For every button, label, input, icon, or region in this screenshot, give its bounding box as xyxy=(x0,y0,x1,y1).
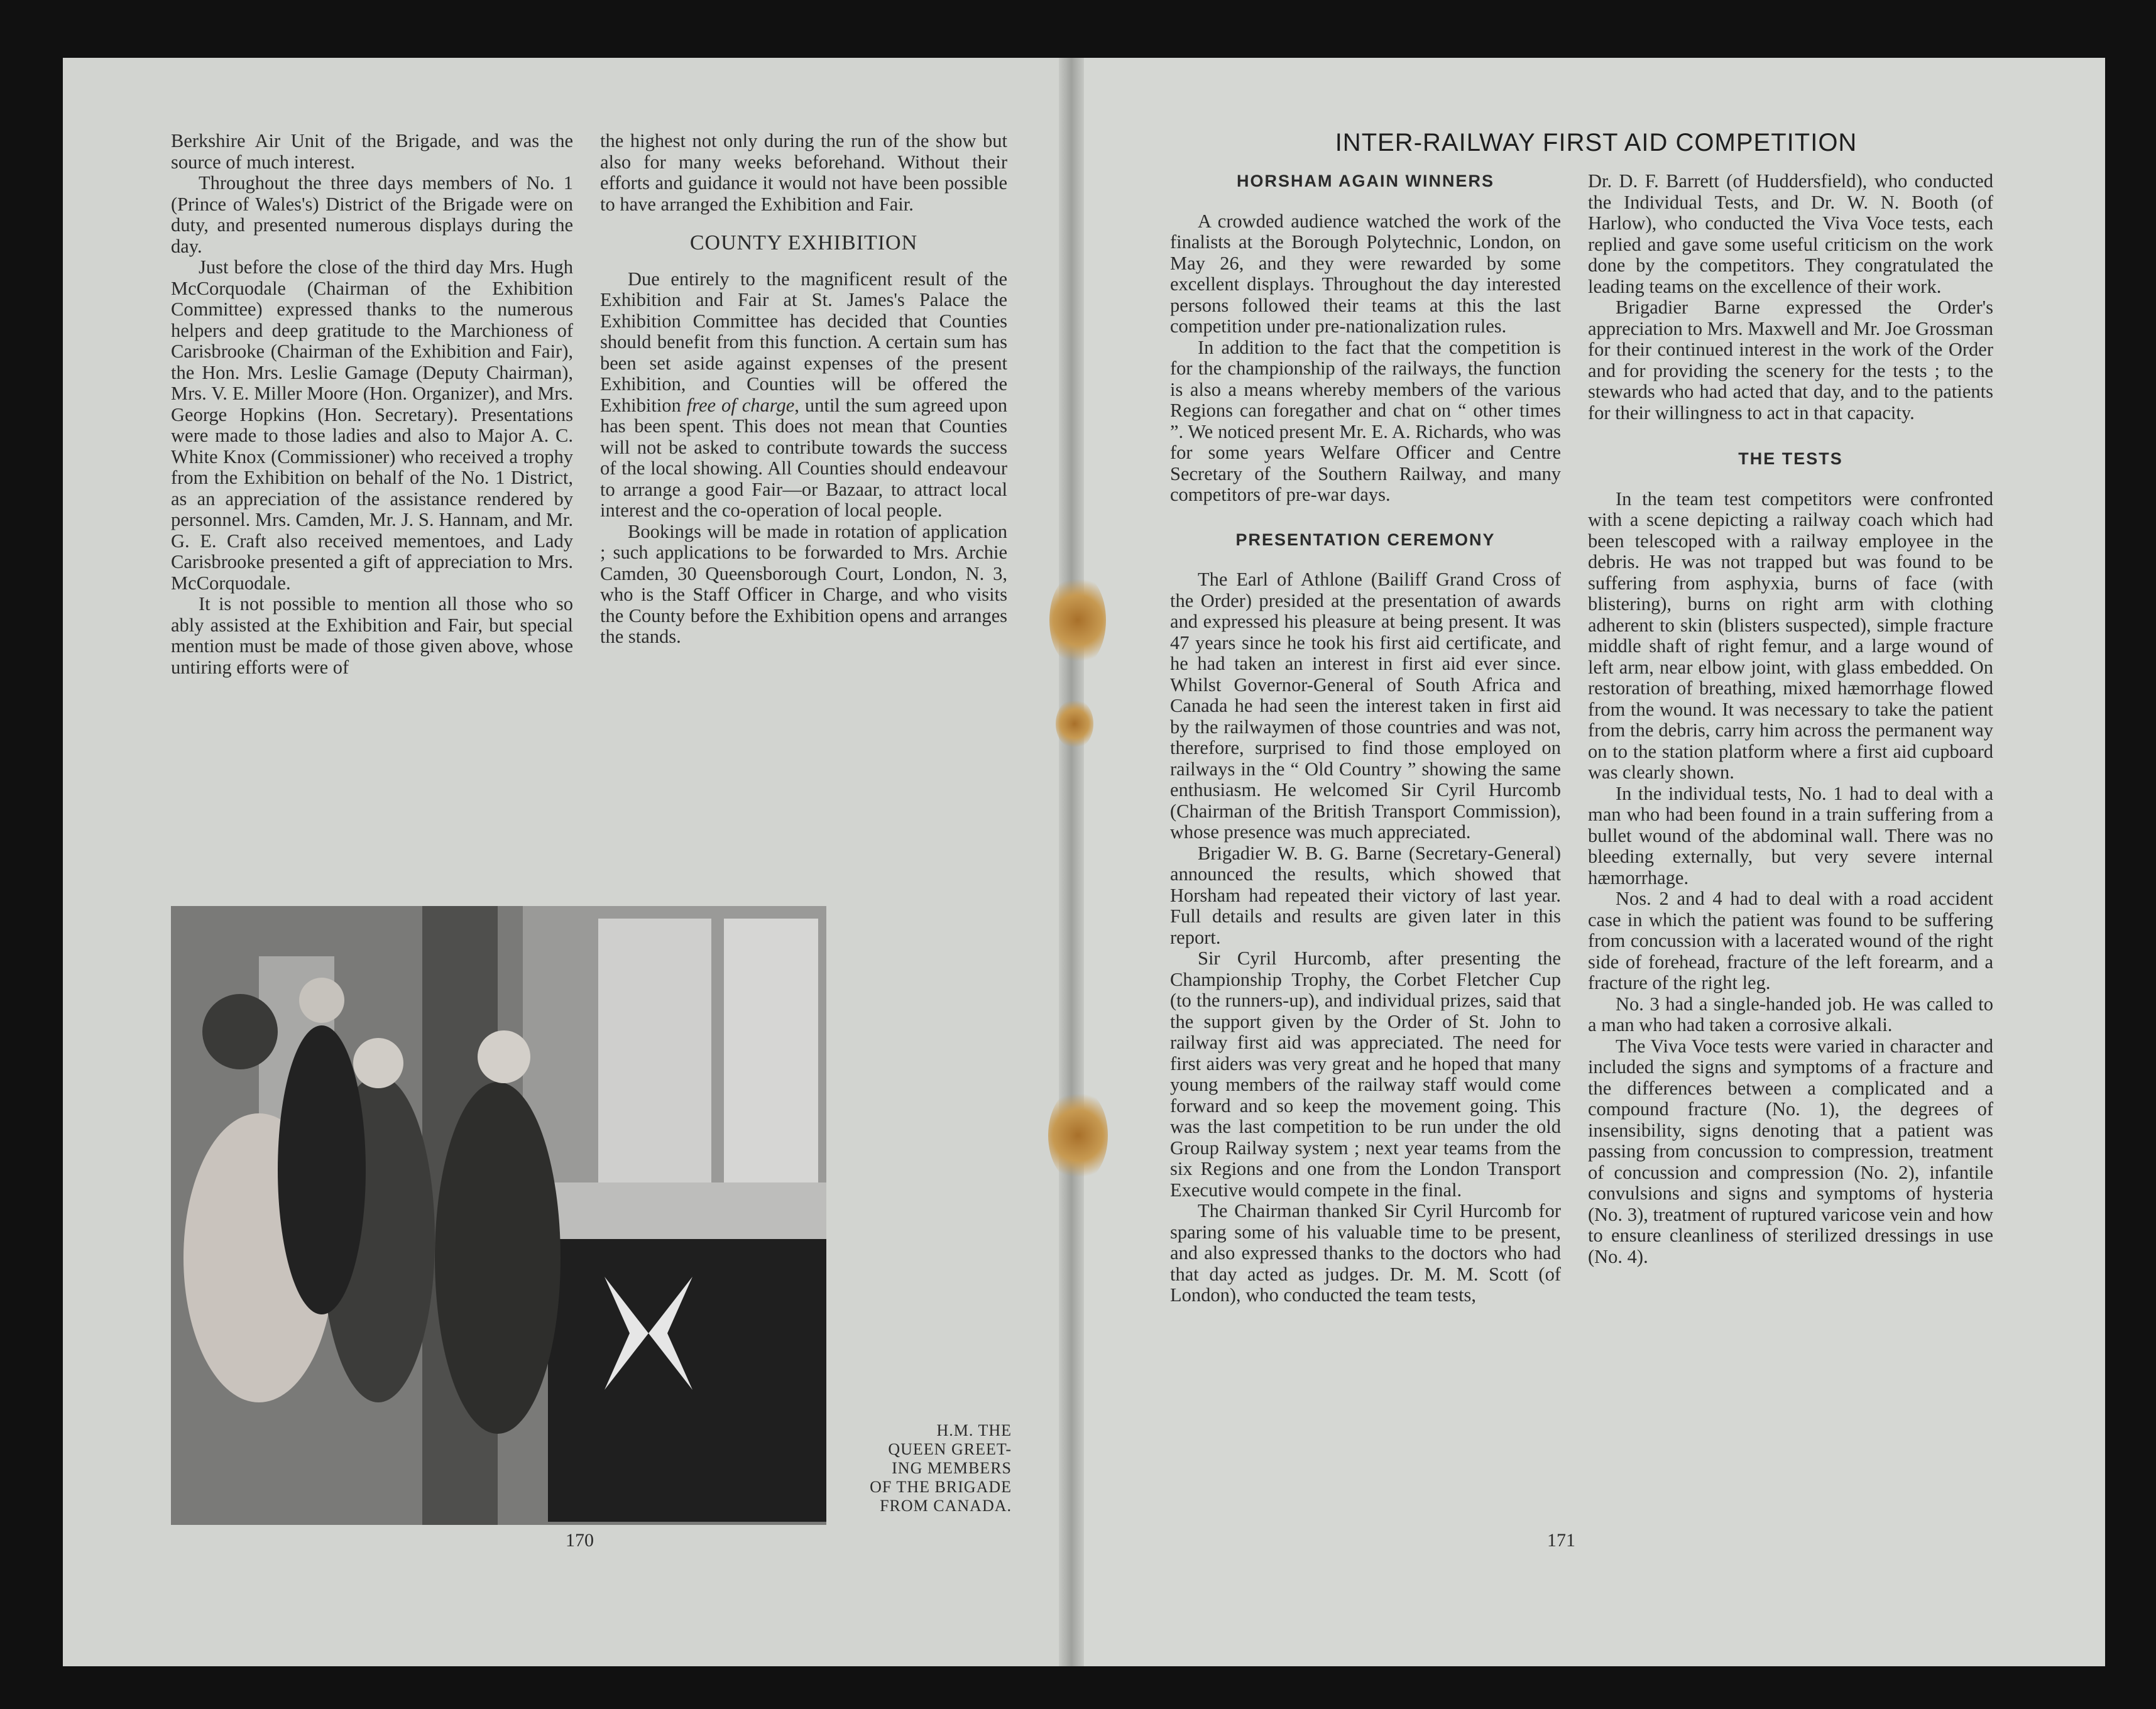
left-column-2 xyxy=(600,131,1007,648)
section-heading-presentation: PRESENTATION CEREMONY xyxy=(1235,530,1496,549)
caption-line: H.M. THE xyxy=(936,1421,1012,1439)
photo-illustration xyxy=(171,906,826,1525)
paragraph: Just before the close of the third day Mrs. Hugh McCorquodale (Chairman of the Exhibition Committee) expressed thanks to the numerous helpers and deep gratitude to the Marchioness of Carisbrooke (Chairman of the Exhibition and Fair), the Hon. Mrs. Leslie Gamage (Deputy Chairman), Mrs. V. E. Miller Moore (Hon. Organizer), and Mrs. George Hopkins (Hon. Secretary). Presentations were made to those ladies and also to Major A. C. White Knox (Commissioner) who received a trophy from the Exhibition on behalf of the No. 1 District, as an appreciation of the assistance rendered by personnel. Mrs. Camden, Mr. J. S. Hannam, and Mr. G. E. Craft also received mementoes, and Lady Carisbrooke presented a gift of appreciation to Mrs. McCorquodale. xyxy=(171,256,573,594)
caption-line: QUEEN GREET- xyxy=(888,1440,1012,1458)
caption-line: ING MEMBERS xyxy=(892,1459,1012,1477)
photo-caption xyxy=(861,1421,1012,1515)
photograph-queen-greeting xyxy=(171,906,826,1525)
page-number-left: 170 xyxy=(566,1530,594,1551)
paragraph: Due entirely to the magnificent result of the Exhibition and Fair at St. James's Palace the Exhibition Committee has decided that Counties should benefit from this function. A certain sum has been set aside against expenses of the present Exhibition, and Counties will be offered the Exhibition free of charge, until the sum agreed upon has been spent. This does not mean that Counties will not be asked to contribute towards the success of the local showing. All Counties should endeavour to arrange a good Fair—or Bazaar, to attract local interest and the co-operation of local people. xyxy=(600,268,1008,521)
paragraph: No. 3 had a single-handed job. He was called to a man who had taken a corrosive alkali. xyxy=(1588,993,1993,1035)
stain-mark xyxy=(1048,1088,1108,1182)
paragraph: The Viva Voce tests were varied in character and included the signs and symptoms of a fracture and the differences between a complicated and a compound fracture (No. 1), the degrees of insensibility, signs denoting that a patient was passing from concussion to compression, treatment of concussion and compression (No. 2), infantile convulsions and signs and symptoms of hysteria (No. 3), treatment of ruptured varicose vein and how to ensure cleanliness of sterilized dressings in use (No. 4). xyxy=(1588,1035,1993,1267)
paragraph: Throughout the three days members of No. 1 (Prince of Wales's) District of the Brigade were on duty, and presented numerous displays during the day. xyxy=(171,172,573,257)
paragraph: In the team test competitors were confronted with a scene depicting a railway coach which had been telescoped with a railway employee in the debris. He was not trapped but was found to be suffering from asphyxia, burns of face (with blistering), burns on right arm with clothing adherent to skin (blisters suspected), simple fracture middle shaft of right femur, and a large wound of left arm, near elbow joint, with glass embedded. On restoration of breathing, mixed hæmorrhage flowed from the wound. It was necessary to take the patient from the debris, carry him across the permanent way on to the station platform where a first aid cupboard was clearly shown. xyxy=(1588,488,1993,783)
page-number-right: 171 xyxy=(1547,1530,1575,1551)
paragraph: The Chairman thanked Sir Cyril Hurcomb for sparing some of his valuable time to be present, and also expressed thanks to the doctors who had that day acted as judges. Dr. M. M. Scott (of London), who conducted the team tests, xyxy=(1170,1200,1561,1306)
paragraph: A crowded audience watched the work of the finalists at the Borough Polytechnic, London, on May 26, and they were rewarded by some excellent displays. Throughout the day interested persons followed their teams at this the last competition under pre-nationalization rules. xyxy=(1170,210,1561,337)
stain-mark xyxy=(1056,699,1093,749)
paragraph: Dr. D. F. Barrett (of Huddersfield), who conducted the Individual Tests, and Dr. W. N. Booth (of Harlow), who conducted the Viva Voce tests, each replied and gave some useful criticism on the work done by the competitors. They congratulated the leading teams on the excellence of their work. xyxy=(1588,170,1993,297)
paragraph: Brigadier Barne expressed the Order's appreciation to Mrs. Maxwell and Mr. Joe Grossman for their continued interest in the work of the Order and for providing the scenery for the tests ; to the stewards who had acted that day, and to the patients for their willingness to act in that capacity. xyxy=(1588,297,1993,423)
paragraph: Berkshire Air Unit of the Brigade, and was the source of much interest. xyxy=(171,130,573,173)
caption-line: OF THE BRIGADE xyxy=(870,1478,1012,1496)
left-column-1 xyxy=(171,131,573,678)
page-banner-title: INTER-RAILWAY FIRST AID COMPETITION xyxy=(1335,129,1858,156)
paragraph: Sir Cyril Hurcomb, after presenting the Championship Trophy, the Corbet Fletcher Cup (to the runners-up), and individual prizes, said that the support given by the Order of St. John to railway first aid was appreciated. The need for first aiders was very great and he hoped that many young members of the railway staff would come forward and so keep the movement going. This was the last competition to be run under the old Group Railway system ; next year teams from the six Regions and one from the London Transport Executive would compete in the final. xyxy=(1170,947,1561,1201)
section-heading-the-tests: THE TESTS xyxy=(1738,449,1843,468)
right-column-2 xyxy=(1588,171,1993,1267)
section-heading-horsham: HORSHAM AGAIN WINNERS xyxy=(1237,172,1494,190)
section-heading-county-exhibition: COUNTY EXHIBITION xyxy=(689,231,918,254)
stain-mark xyxy=(1049,573,1106,667)
paragraph: Brigadier W. B. G. Barne (Secretary-General) announced the results, which showed that Horsham had repeated their victory of last year. Full details and results are given later in this report. xyxy=(1170,842,1561,948)
paragraph: In the individual tests, No. 1 had to deal with a man who had been found in a train suffering from a bullet wound of the abdominal wall. There was no bleeding externally, but very severe internal hæmorrhage. xyxy=(1588,782,1993,888)
paragraph: Bookings will be made in rotation of application ; such applications to be forwarded to Mrs. Archie Camden, 30 Queensborough Court, London, N. 3, who is the Staff Officer in Charge, and who visits the County before the Exhibition opens and arranges the stands. xyxy=(600,520,1007,647)
paragraph: the highest not only during the run of the show but also for many weeks beforehand. Without their efforts and guidance it would not have been possible to have arranged the Exhibition and Fair. xyxy=(600,130,1007,215)
caption-line: FROM CANADA. xyxy=(880,1497,1012,1515)
paragraph: In addition to the fact that the competition is for the championship of the railways, the function is also a means whereby members of the various Regions can foregather and chat on “ other times ”. We noticed present Mr. E. A. Richards, who was for some years Welfare Officer and Centre Secretary of the Southern Railway, and many competitors of pre-war days. xyxy=(1170,336,1561,505)
page-gutter xyxy=(1059,58,1084,1666)
paragraph: It is not possible to mention all those who so ably assisted at the Exhibition and Fair, but special mention must be made of those given above, whose untiring efforts were of xyxy=(171,593,573,678)
paragraph: Nos. 2 and 4 had to deal with a road accident case in which the patient was found to be suffering from concussion with a lacerated wound of the right side of forehead, fracture of the left forearm, and a fracture of the right leg. xyxy=(1588,888,1993,993)
right-column-1 xyxy=(1170,171,1561,1306)
paragraph: The Earl of Athlone (Bailiff Grand Cross of the Order) presided at the presentation of awards and expressed his pleasure at being present. It was 47 years since he took his first aid certificate, and he had taken an interest in first aid ever since. Whilst Governor-General of South Africa and Canada he had seen the interest taken in first aid by the railwaymen of those countries and was not, therefore, surprised to find those employed on railways in the “ Old Country ” showing the same enthusiasm. He welcomed Sir Cyril Hurcomb (Chairman of the British Transport Commission), whose presence was much appreciated. xyxy=(1170,569,1561,843)
